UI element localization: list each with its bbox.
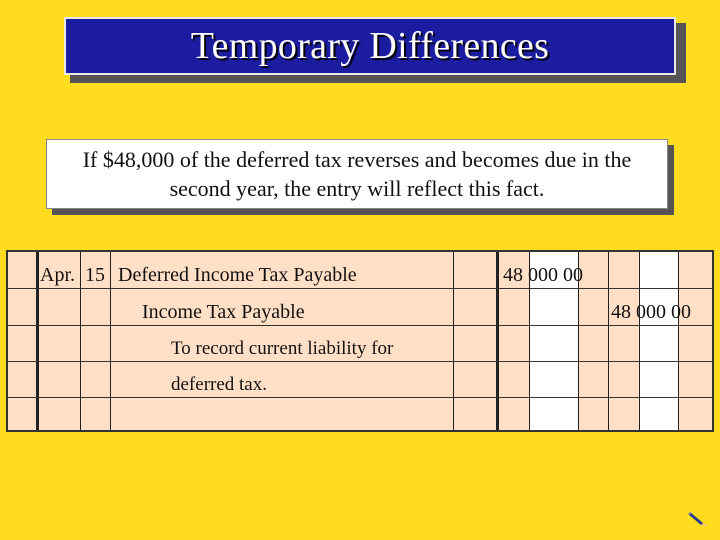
column-rule bbox=[453, 252, 454, 430]
entry-description: Income Tax Payable bbox=[142, 301, 305, 323]
title-banner bbox=[64, 17, 676, 75]
row-rule bbox=[8, 361, 712, 362]
column-rule bbox=[608, 252, 609, 430]
entry-description: Deferred Income Tax Payable bbox=[118, 264, 357, 286]
journal-table bbox=[6, 250, 714, 432]
credit-thousands-column bbox=[639, 252, 678, 430]
info-box bbox=[46, 139, 668, 209]
entry-debit: 48 000 00 bbox=[503, 264, 583, 286]
pencil-icon[interactable] bbox=[688, 509, 710, 529]
info-text: If $48,000 of the deferred tax reverses and becomes due in the second year, the entry will reflect this fact. bbox=[82, 147, 632, 201]
entry-credit: 48 000 00 bbox=[611, 301, 691, 323]
page-title: Temporary Differences bbox=[190, 25, 550, 67]
column-rule bbox=[80, 252, 81, 430]
column-rule bbox=[496, 252, 499, 430]
row-rule bbox=[8, 397, 712, 398]
entry-day: 15 bbox=[85, 264, 105, 286]
entry-month: Apr. bbox=[40, 264, 75, 286]
column-rule bbox=[639, 252, 640, 430]
column-rule bbox=[36, 252, 39, 430]
row-rule bbox=[8, 288, 712, 289]
row-rule bbox=[8, 325, 712, 326]
column-rule bbox=[110, 252, 111, 430]
entry-description: deferred tax. bbox=[171, 374, 267, 395]
column-rule bbox=[678, 252, 679, 430]
entry-description: To record current liability for bbox=[171, 338, 394, 359]
